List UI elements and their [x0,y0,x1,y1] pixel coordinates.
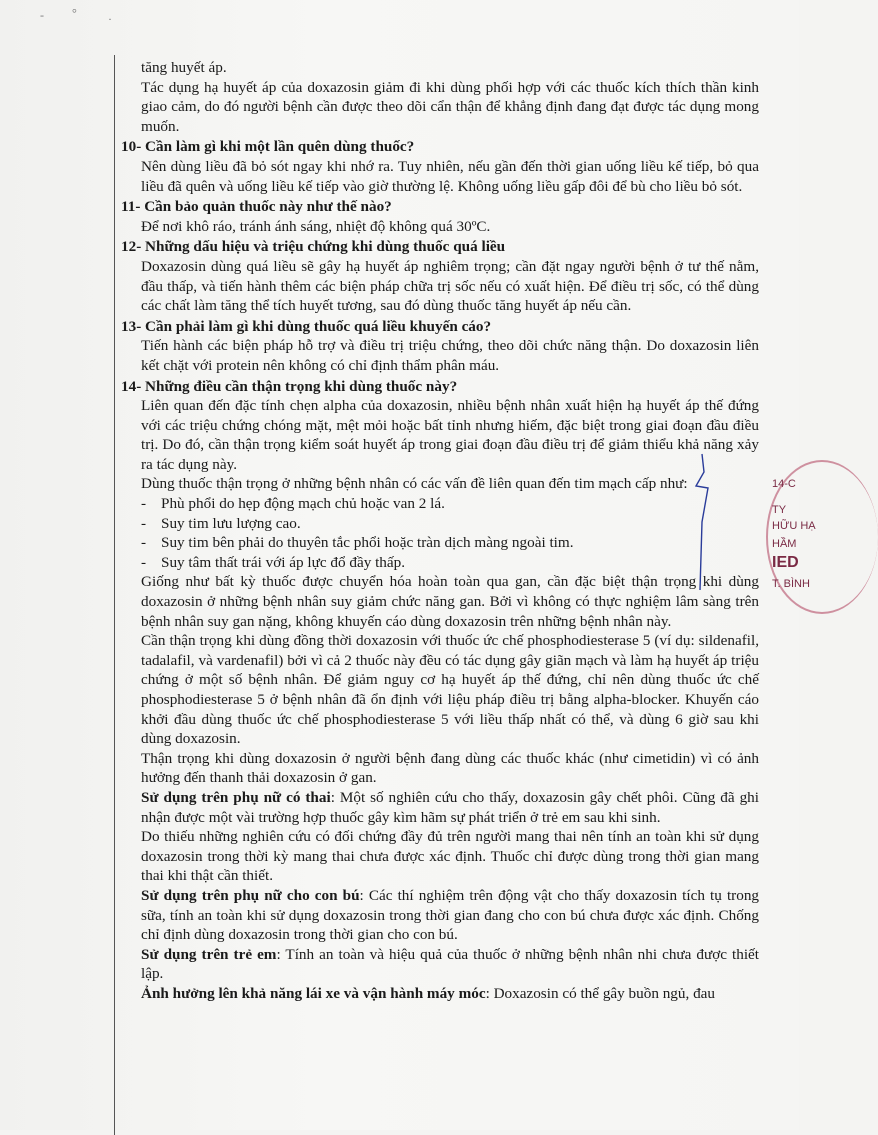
bullet-dash: - [141,553,147,571]
list-item-text: Suy tim lưu lượng cao. [161,514,301,532]
list-item [119,514,759,534]
bold-lead-term: Sử dụng trên phụ nữ có thai [141,788,331,806]
scan-mark: ° [72,6,77,20]
section-heading: 11- Cần bảo quản thuốc này như thế nào? [121,198,392,216]
list-item-text: Suy tâm thất trái với áp lực đổ đầy thấp. [161,553,406,571]
bold-lead-term: Sử dụng trên phụ nữ cho con bú [141,886,360,904]
bullet-dash: - [141,514,147,532]
paragraph: Doxazosin dùng quá liều sẽ gây hạ huyết áp nghiêm trọng; cần đặt ngay người bệnh ở tư thế nằm, đầu thấp, và tiến hành thêm các biện pháp chữa trị sốc nếu có xuất hiện. Để điều trị sốc, có thể dùng các chất làm tăng thể tích huyết tương, sau đó dùng thuốc tăng huyết áp nếu cần. [141,257,759,315]
paragraph-text: : Các thí nghiệm trên động vật cho thấy doxazosin tích tụ trong sữa, tính an toàn khi sử dụng doxazosin trong thời gian đang cho con bú chưa được xác định. Chống chỉ định dùng doxazosin trong thời gian cho con bú. [141,886,760,944]
paragraph-with-bold-lead [119,945,759,984]
paragraph: Do thiếu những nghiên cứu có đối chứng đầy đủ trên người mang thai nên tính an toàn khi sử dụng doxazosin trong thời kỳ mang thai chưa được xác định. Thuốc chỉ được dùng trong thời gian mang thai khi thật cần thiết. [141,828,759,885]
stamp-text: HỮU HẠ [772,520,816,532]
list-item-text: Suy tim bên phải do thuyên tắc phổi hoặc tràn dịch màng ngoài tim. [161,534,574,552]
stamp-text: IED [772,554,799,571]
pen-signature-mark [688,452,718,592]
paragraph-text: : Doxazosin có thể gây buồn ngủ, đau [485,984,716,1002]
stamp-text: HẦM [772,538,797,550]
document-body [119,58,759,1004]
left-margin-rule [114,55,115,1135]
scan-mark: · [108,12,112,26]
list-item [119,494,759,514]
list-item-text: Phù phổi do hẹp động mạch chủ hoặc van 2 lá. [161,495,445,513]
company-seal-stamp [758,460,818,610]
scan-mark: - [40,8,44,22]
paragraph-text: : Tính an toàn và hiệu quả của thuốc ở những bệnh nhân nhi chưa được thiết lập. [141,945,759,983]
stamp-text: 14-C [772,478,796,490]
bold-lead-term: Ảnh hưởng lên khả năng lái xe và vận hành máy móc [141,984,486,1002]
paragraph: Cần thận trọng khi dùng đồng thời doxazosin với thuốc ức chế phosphodiesterase 5 (ví dụ: sildenafil, tadalafil, và vardenafil) bởi vì cả 2 thuốc này đều có tác dụng gây giãn mạch và làm hạ huyết áp triệu chứng ở một số bệnh nhân. Để giảm nguy cơ hạ huyết áp thế đứng, chỉ nên dùng thuốc ức chế phosphodiesterase 5 ở bệnh nhân đã ổn định với liệu pháp điều trị bằng alpha-blocker. Khuyến cáo khởi đầu dùng thuốc ức chế phosphodiesterase 5 với liều thấp nhất có thể, và dùng 6 giờ sau khi dùng doxazosin. [141,632,759,748]
paragraph: tăng huyết áp. [141,59,227,76]
section-heading: 14- Những điều cần thận trọng khi dùng thuốc này? [121,377,458,395]
paragraph-with-bold-lead [119,984,759,1004]
paragraph: Thận trọng khi dùng doxazosin ở người bệnh đang dùng các thuốc khác (như cimetidin) vì có ảnh hưởng đến thanh thải doxazosin ở gan. [141,749,759,787]
paragraph-with-bold-lead [119,788,759,827]
paragraph: Liên quan đến đặc tính chẹn alpha của doxazosin, nhiều bệnh nhân xuất hiện hạ huyết áp thế đứng với các triệu chứng chóng mặt, mệt mỏi hoặc bất tỉnh nhưng hiếm, đặc biệt trong giai đoạn đầu điều trị. Do đó, cần thận trọng kiểm soát huyết áp trong giai đoạn đầu điều trị để giảm thiểu khả năng xảy ra tác dụng này. [141,397,759,473]
paragraph: Dùng thuốc thận trọng ở những bệnh nhân có các vấn đề liên quan đến tim mạch cấp như: [141,475,688,493]
paragraph: Nên dùng liều đã bỏ sót ngay khi nhớ ra. Tuy nhiên, nếu gần đến thời gian uống liều kế tiếp, bỏ qua liều đã quên và uống liều kế tiếp vào giờ thường lệ. Không uống liều gấp đôi để bù cho liều bỏ sót. [141,157,759,195]
paragraph: Để nơi khô ráo, tránh ánh sáng, nhiệt độ không quá 30ºC. [141,217,491,235]
section-heading: 12- Những dấu hiệu và triệu chứng khi dùng thuốc quá liều [121,238,506,256]
paragraph: Giống như bất kỳ thuốc được chuyển hóa hoàn toàn qua gan, cần đặc biệt thận trọng khi dùng doxazosin ở những bệnh nhân suy giảm chức năng gan. Bởi vì không có thực nghiệm lâm sàng trên bệnh nhân suy gan nặng, không khuyến cáo dùng doxazosin trên những bệnh nhân này. [141,573,759,630]
paragraph-text: : Một số nghiên cứu cho thấy, doxazosin gây chết phôi. Cũng đã ghi nhận được một vài trường hợp thuốc gây kìm hãm sự phát triển ở trẻ em sau khi sinh. [141,788,759,826]
bullet-dash: - [141,495,147,513]
bullet-dash: - [141,534,147,552]
section-heading: 10- Cần làm gì khi một lần quên dùng thuốc? [121,138,415,156]
list-item [119,533,759,553]
bold-lead-term: Sử dụng trên trẻ em [141,945,277,963]
section-heading: 13- Cần phải làm gì khi dùng thuốc quá liều khuyến cáo? [121,317,492,335]
stamp-text: TY [772,504,787,516]
paragraph: Tiến hành các biện pháp hỗ trợ và điều trị triệu chứng, theo dõi chức năng thận. Do doxazosin liên kết chặt với protein nên không có chỉ định thẩm phân máu. [141,337,759,374]
stamp-text: T. BÌNH [772,578,810,590]
list-item [119,553,759,573]
paragraph-with-bold-lead [119,886,759,945]
paragraph: Tác dụng hạ huyết áp của doxazosin giảm đi khi dùng phối hợp với các thuốc kích thích thần kinh giao cảm, do đó người bệnh cần được theo dõi cẩn thận để khẳng định đang đạt được tác dụng mong muốn. [141,78,759,135]
